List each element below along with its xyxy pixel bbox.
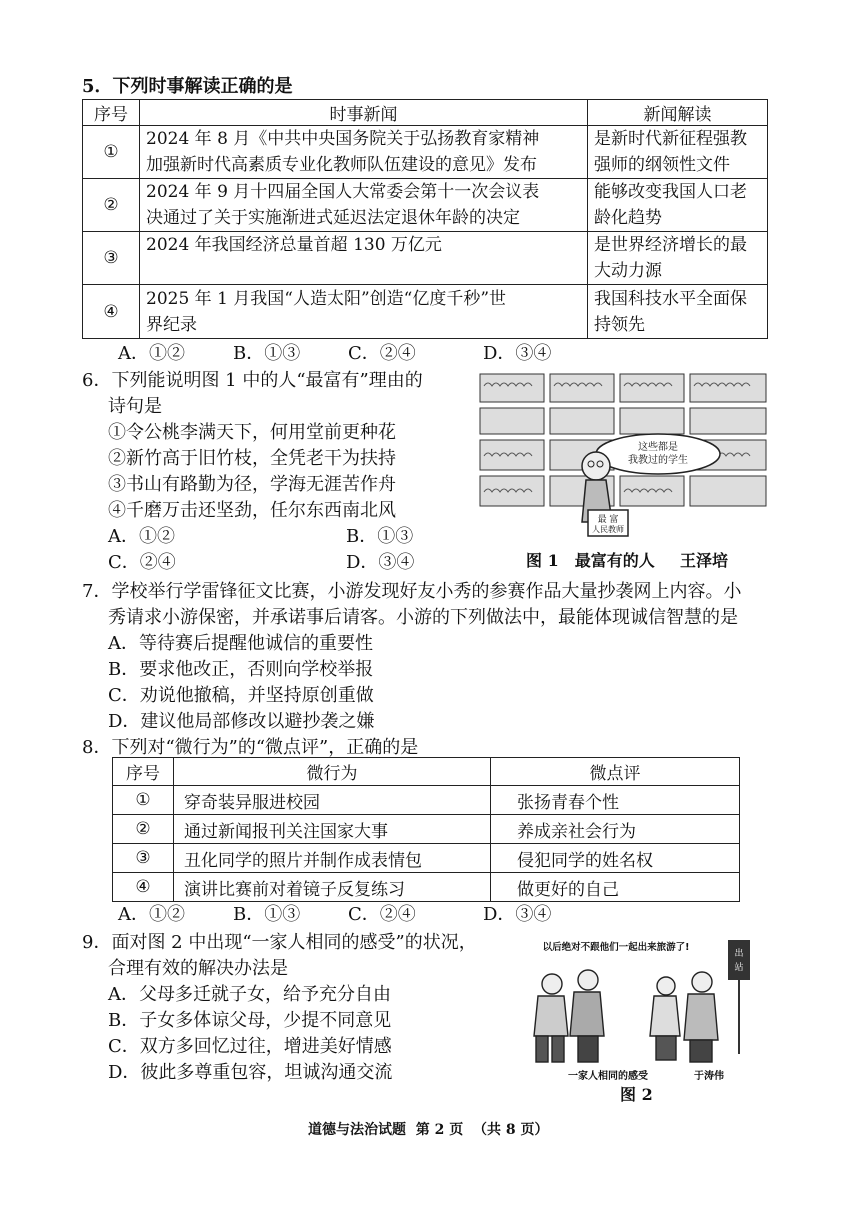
row-news — [140, 179, 588, 232]
option-c[interactable]: C．劝说他撤稿，并坚持原创重做 — [108, 685, 374, 706]
cartoon-drawing — [506, 936, 764, 1084]
header-comment: 微点评 — [491, 758, 740, 786]
news-line: 决通过了关于实施渐进式延迟法定退休年龄的决定 — [146, 208, 520, 228]
row-num: ③ — [113, 844, 174, 873]
news-line: 2024 年我国经济总量首超 130 万亿元 — [146, 235, 442, 255]
option-a[interactable]: A．①② — [118, 904, 185, 925]
q7-stem-line-2: 秀请求小游保密，并承诺事后请客。小游的下列做法中，最能体现诚信智慧的是 — [108, 607, 738, 628]
row-reading — [588, 126, 768, 179]
row-comment: 养成亲社会行为 — [491, 815, 740, 844]
row-news — [140, 126, 588, 179]
table-row — [113, 844, 740, 873]
q5-stem: 5．下列时事解读正确的是 — [82, 76, 293, 97]
row-comment: 侵犯同学的姓名权 — [491, 844, 740, 873]
option-d[interactable]: D．③④ — [483, 343, 552, 364]
table-row — [83, 232, 768, 285]
table-row — [83, 126, 768, 179]
header-behavior: 微行为 — [174, 758, 491, 786]
row-num: ④ — [113, 873, 174, 902]
table-row — [83, 179, 768, 232]
q7-stem-line-1: 7．学校举行学雷锋征文比赛，小游发现好友小秀的参赛作品大量抄袭网上内容。小 — [82, 581, 742, 602]
row-behavior: 穿奇装异服进校园 — [174, 786, 491, 815]
figure-1-author: 王泽培 — [680, 551, 729, 570]
speech-bubble-text: 这些都是 — [638, 442, 678, 453]
row-num: ① — [83, 126, 140, 179]
figure-2-label: 图 2 — [620, 1085, 653, 1104]
option-d[interactable]: D．③④ — [483, 904, 552, 925]
q8-table — [112, 757, 740, 902]
svg-text:我教过的学生: 我教过的学生 — [628, 455, 688, 466]
cartoon-caption: 一家人相同的感受 — [568, 1071, 648, 1082]
row-num: ④ — [83, 285, 140, 339]
reading-line: 我国科技水平全面保 — [594, 288, 747, 309]
option-b[interactable]: B．①③ — [233, 904, 301, 925]
header-news: 时事新闻 — [140, 100, 588, 126]
row-reading — [588, 232, 768, 285]
reading-line: 能够改变我国人口老 — [594, 182, 747, 202]
row-news — [140, 285, 588, 339]
option-d[interactable]: D．彼此多尊重包容，坦诚沟通交流 — [108, 1062, 393, 1083]
row-comment: 做更好的自己 — [491, 873, 740, 902]
news-line: 2024 年 8 月《中共中央国务院关于弘扬教育家精神 — [146, 129, 540, 149]
q6-stem-line-1: 6．下列能说明图 1 中的人“最富有”理由的 — [82, 370, 423, 391]
row-behavior: 演讲比赛前对着镜子反复练习 — [174, 873, 491, 902]
reading-line: 强师的纲领性文件 — [594, 155, 730, 175]
reading-line: 持领先 — [594, 314, 645, 335]
option-c[interactable]: C．②④ — [348, 343, 416, 364]
speech-text: 以后绝对不跟他们一起出来旅游了! — [542, 942, 690, 953]
poem-line: ④千磨万击还坚劲，任尔东西南北风 — [108, 500, 396, 521]
q9-stem-line-2: 合理有效的解决办法是 — [108, 958, 288, 979]
figure-2-cartoon — [506, 936, 764, 1084]
reading-line: 是世界经济增长的最 — [594, 235, 747, 255]
row-behavior: 通过新闻报刊关注国家大事 — [174, 815, 491, 844]
table-header-row — [113, 758, 740, 786]
poem-line: ③书山有路勤为径，学海无涯苦作舟 — [108, 474, 396, 495]
q8-stem: 8．下列对“微行为”的“微点评”，正确的是 — [82, 737, 419, 758]
news-line: 界纪录 — [146, 314, 197, 335]
q9-stem-line-1: 9．面对图 2 中出现“一家人相同的感受”的状况， — [82, 932, 477, 953]
exit-sign-text: 出 — [734, 949, 744, 959]
row-num: ③ — [83, 232, 140, 285]
figure-1-caption: 图 1 最富有的人 — [526, 551, 655, 570]
news-line: 2024 年 9 月十四届全国人大常委会第十一次会议表 — [146, 182, 540, 202]
option-a[interactable]: A．等待赛后提醒他诚信的重要性 — [108, 633, 373, 654]
cartoon-author: 于涛伟 — [694, 1071, 724, 1082]
row-num: ② — [113, 815, 174, 844]
option-d[interactable]: D．③④ — [346, 552, 415, 573]
q8-options — [118, 902, 551, 928]
reading-line: 龄化趋势 — [594, 208, 662, 228]
option-a[interactable]: A．①② — [118, 343, 185, 364]
option-c[interactable]: C．双方多回忆过往，增进美好情感 — [108, 1036, 392, 1057]
option-c[interactable]: C．②④ — [108, 552, 176, 573]
news-line: 加强新时代高素质专业化教师队伍建设的意见》发布 — [146, 155, 537, 175]
reading-line: 大动力源 — [594, 261, 662, 281]
poem-line: ②新竹高于旧竹枝，全凭老干为扶持 — [108, 448, 396, 469]
option-b[interactable]: B．①③ — [233, 343, 301, 364]
row-news — [140, 232, 588, 285]
sign-text: 最 富 — [597, 515, 619, 525]
table-row — [113, 873, 740, 902]
svg-text:站: 站 — [734, 963, 744, 973]
option-d[interactable]: D．建议他局部修改以避抄袭之嫌 — [108, 711, 375, 732]
header-num: 序号 — [113, 758, 174, 786]
option-a[interactable]: A．父母多迁就子女，给予充分自由 — [108, 984, 391, 1005]
option-c[interactable]: C．②④ — [348, 904, 416, 925]
row-reading — [588, 179, 768, 232]
table-row — [113, 786, 740, 815]
cartoon-drawing — [478, 372, 768, 542]
reading-line: 是新时代新征程强教 — [594, 129, 747, 149]
svg-text:人民教师: 人民教师 — [592, 525, 624, 534]
q5-table — [82, 99, 768, 339]
news-line: 2025 年 1 月我国“人造太阳”创造“亿度千秒”世 — [146, 288, 507, 309]
table-row — [113, 815, 740, 844]
figure-1-cartoon — [478, 372, 768, 542]
q5-options — [118, 341, 551, 367]
option-b[interactable]: B．子女多体谅父母，少提不同意见 — [108, 1010, 392, 1031]
table-header-row — [83, 100, 768, 126]
page-footer: 道德与法治试题 第 2 页 （共 8 页） — [308, 1122, 549, 1138]
table-row — [83, 285, 768, 339]
option-a[interactable]: A．①② — [108, 526, 175, 547]
poem-line: ①令公桃李满天下，何用堂前更种花 — [108, 422, 396, 443]
header-reading: 新闻解读 — [588, 100, 768, 126]
row-comment: 张扬青春个性 — [491, 786, 740, 815]
row-reading — [588, 285, 768, 339]
row-num: ② — [83, 179, 140, 232]
row-num: ① — [113, 786, 174, 815]
q6-stem-line-2: 诗句是 — [108, 396, 162, 417]
header-num: 序号 — [83, 100, 140, 126]
option-b[interactable]: B．①③ — [346, 526, 414, 547]
option-b[interactable]: B．要求他改正，否则向学校举报 — [108, 659, 374, 680]
row-behavior: 丑化同学的照片并制作成表情包 — [174, 844, 491, 873]
